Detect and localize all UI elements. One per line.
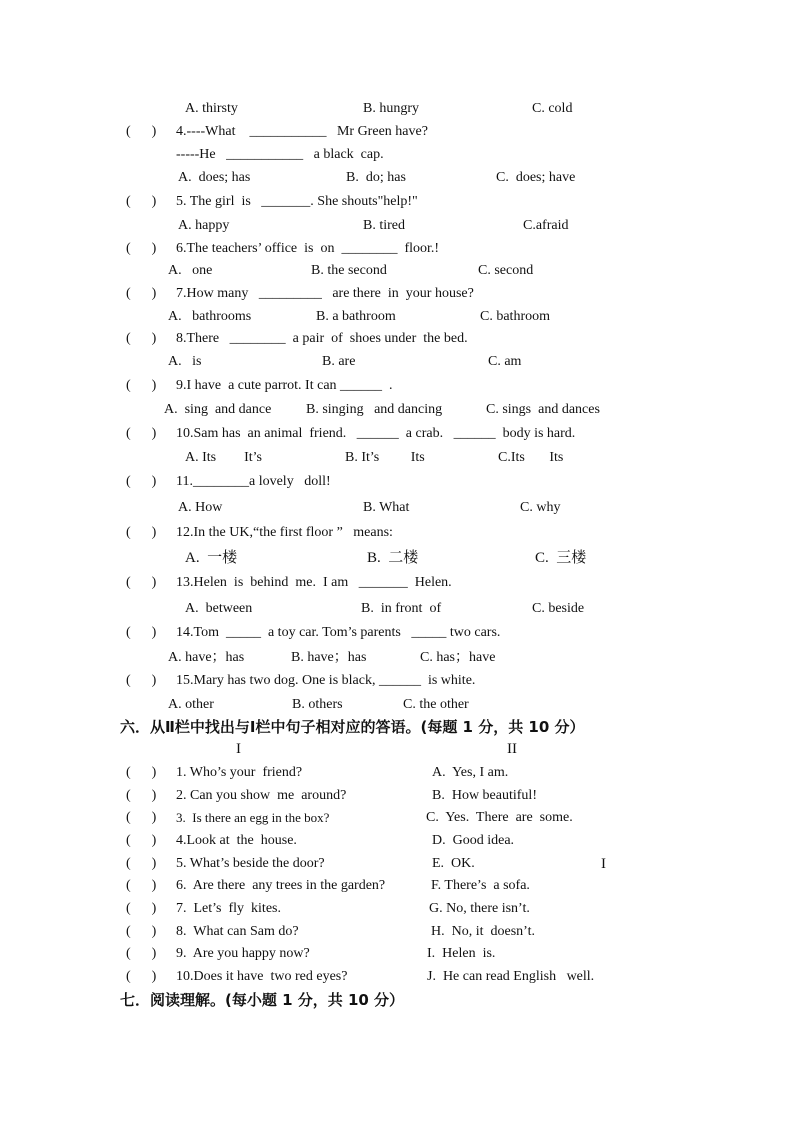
q15-option-b: B. others xyxy=(292,697,343,712)
q9-option-a: A. sing and dance xyxy=(164,402,272,417)
match-blank-5[interactable]: ( ) xyxy=(126,856,157,871)
match-left-1: 1. Who’s your friend? xyxy=(176,765,303,780)
match-blank-8[interactable]: ( ) xyxy=(126,924,157,939)
match-right-c: C. Yes. There are some. xyxy=(426,810,573,825)
question-q7: 7.How many _________ are there in your house? xyxy=(176,286,474,301)
question-q4-line2: -----He ___________ a black cap. xyxy=(176,147,384,162)
q11-option-b: B. What xyxy=(363,500,410,515)
stray-mark: I xyxy=(601,856,606,872)
match-blank-3[interactable]: ( ) xyxy=(126,810,157,825)
q3-option-c: C. cold xyxy=(532,101,573,116)
q9-option-c: C. sings and dances xyxy=(486,402,600,417)
answer-blank-q15[interactable]: ( ) xyxy=(126,673,157,688)
q3-option-b: B. hungry xyxy=(363,101,419,116)
q13-option-b: B. in front of xyxy=(361,601,442,616)
q9-option-b: B. singing and dancing xyxy=(306,402,443,417)
q10-option-c: C.Its Its xyxy=(498,450,564,465)
match-right-e: E. OK. xyxy=(432,856,475,871)
answer-blank-q7[interactable]: ( ) xyxy=(126,286,157,301)
answer-blank-q14[interactable]: ( ) xyxy=(126,625,157,640)
question-q4: 4.----What ___________ Mr Green have? xyxy=(176,124,428,139)
match-right-h: H. No, it doesn’t. xyxy=(431,924,535,939)
match-left-2: 2. Can you show me around? xyxy=(176,788,347,803)
q4-option-b: B. do; has xyxy=(346,170,406,185)
match-blank-2[interactable]: ( ) xyxy=(126,788,157,803)
answer-blank-q5[interactable]: ( ) xyxy=(126,194,157,209)
question-q14: 14.Tom _____ a toy car. Tom’s parents _____ two cars. xyxy=(176,625,501,640)
q7-option-a: A. bathrooms xyxy=(168,309,252,324)
section-6-title: 六．从Ⅱ栏中找出与Ⅰ栏中句子相对应的答语。(每题 1 分，共 10 分） xyxy=(120,718,585,736)
q6-option-a: A. one xyxy=(168,263,213,278)
match-left-6: 6. Are there any trees in the garden? xyxy=(176,878,386,893)
match-blank-10[interactable]: ( ) xyxy=(126,969,157,984)
answer-blank-q10[interactable]: ( ) xyxy=(126,426,157,441)
q11-option-c: C. why xyxy=(520,500,561,515)
match-blank-4[interactable]: ( ) xyxy=(126,833,157,848)
answer-blank-q8[interactable]: ( ) xyxy=(126,331,157,346)
q12-option-b: B. 二楼 xyxy=(367,550,419,566)
question-q15: 15.Mary has two dog. One is black, ______ is white. xyxy=(176,673,476,688)
match-blank-7[interactable]: ( ) xyxy=(126,901,157,916)
question-q10: 10.Sam has an animal friend. ______ a crab. ______ body is hard. xyxy=(176,426,576,441)
q7-option-c: C. bathroom xyxy=(480,309,550,324)
q14-option-c: C. has；have xyxy=(420,650,496,665)
question-q12: 12.In the UK,“the first floor ” means: xyxy=(176,525,393,540)
q8-option-a: A. is xyxy=(168,354,202,369)
q15-option-a: A. other xyxy=(168,697,214,712)
q3-option-a: A. thirsty xyxy=(185,101,238,116)
answer-blank-q12[interactable]: ( ) xyxy=(126,525,157,540)
q5-option-c: C.afraid xyxy=(523,218,569,233)
match-left-3: 3. Is there an egg in the box? xyxy=(176,810,330,825)
answer-blank-q9[interactable]: ( ) xyxy=(126,378,157,393)
match-right-a: A. Yes, I am. xyxy=(432,765,509,780)
q5-option-a: A. happy xyxy=(178,218,230,233)
q8-option-c: C. am xyxy=(488,354,522,369)
q12-option-c: C. 三楼 xyxy=(535,550,587,566)
question-q6: 6.The teachers’ office is on ________ floor.! xyxy=(176,241,440,256)
q14-option-b: B. have；has xyxy=(291,650,367,665)
answer-blank-q6[interactable]: ( ) xyxy=(126,241,157,256)
answer-blank-q4[interactable]: ( ) xyxy=(126,124,157,139)
match-blank-9[interactable]: ( ) xyxy=(126,946,157,961)
q12-option-a: A. 一楼 xyxy=(185,550,238,566)
match-left-10: 10.Does it have two red eyes? xyxy=(176,969,348,984)
section-7-title: 七．阅读理解。(每小题 1 分，共 10 分） xyxy=(120,991,405,1009)
match-right-b: B. How beautiful! xyxy=(432,788,537,803)
match-left-7: 7. Let’s fly kites. xyxy=(176,901,281,916)
match-left-8: 8. What can Sam do? xyxy=(176,924,299,939)
q11-option-a: A. How xyxy=(178,500,223,515)
column-1-header: I xyxy=(236,741,241,757)
q15-option-c: C. the other xyxy=(403,697,469,712)
q13-option-c: C. beside xyxy=(532,601,585,616)
match-left-9: 9. Are you happy now? xyxy=(176,946,310,961)
match-left-5: 5. What’s beside the door? xyxy=(176,856,325,871)
q5-option-b: B. tired xyxy=(363,218,405,233)
answer-blank-q11[interactable]: ( ) xyxy=(126,474,157,489)
q7-option-b: B. a bathroom xyxy=(316,309,396,324)
question-q5: 5. The girl is _______. She shouts"help!" xyxy=(176,194,418,209)
match-right-j: J. He can read English well. xyxy=(427,969,595,984)
q6-option-b: B. the second xyxy=(311,263,387,278)
q8-option-b: B. are xyxy=(322,354,356,369)
q6-option-c: C. second xyxy=(478,263,534,278)
q14-option-a: A. have；has xyxy=(168,650,245,665)
question-q8: 8.There ________ a pair of shoes under the bed. xyxy=(176,331,468,346)
question-q11: 11.________a lovely doll! xyxy=(176,474,331,489)
q4-option-a: A. does; has xyxy=(178,170,251,185)
match-blank-1[interactable]: ( ) xyxy=(126,765,157,780)
q10-option-b: B. It’s Its xyxy=(345,450,425,465)
match-left-4: 4.Look at the house. xyxy=(176,833,297,848)
question-q9: 9.I have a cute parrot. It can ______ . xyxy=(176,378,393,393)
q13-option-a: A. between xyxy=(185,601,253,616)
match-right-f: F. There’s a sofa. xyxy=(431,878,530,893)
question-q13: 13.Helen is behind me. I am _______ Helen. xyxy=(176,575,452,590)
q4-option-c: C. does; have xyxy=(496,170,576,185)
match-blank-6[interactable]: ( ) xyxy=(126,878,157,893)
match-right-i: I. Helen is. xyxy=(427,946,496,961)
match-right-g: G. No, there isn’t. xyxy=(429,901,530,916)
match-right-d: D. Good idea. xyxy=(432,833,515,848)
q10-option-a: A. Its It’s xyxy=(185,450,262,465)
answer-blank-q13[interactable]: ( ) xyxy=(126,575,157,590)
column-2-header: II xyxy=(507,741,517,757)
